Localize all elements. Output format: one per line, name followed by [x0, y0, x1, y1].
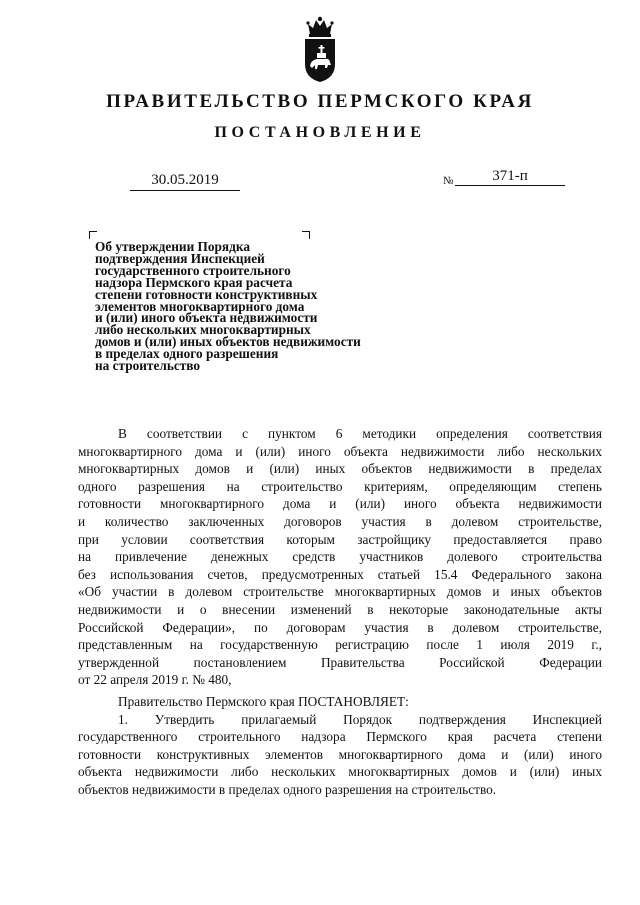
- title-bracket-right: [302, 231, 310, 239]
- perm-krai-coat-of-arms-icon: [298, 14, 342, 84]
- title-line: домов и (или) иных объектов недвижимости: [95, 334, 361, 350]
- title-line: подтверждения Инспекцией: [95, 250, 265, 266]
- body-line: 1. Утвердить прилагаемый Порядок подтверждения Инспекцией: [118, 711, 602, 727]
- body-line: многоквартирного дома и (или) иного объекта недвижимости либо нескольких: [78, 443, 602, 459]
- body-line: «Об участии в долевом строительстве многоквартирных домов и иных объектов: [78, 584, 602, 600]
- body-line: утвержденной постановлением Правительства Российской Федерации: [78, 654, 602, 670]
- body-line: Российской Федерации», по договорам участия в долевом строительстве,: [78, 619, 602, 635]
- body-line: при условии соответствия которым застройщику предоставляется право: [78, 531, 602, 547]
- body-line: представленным на государственную регистрацию после 1 июля 2019 г.,: [78, 637, 602, 653]
- title-line: степени готовности конструктивных: [95, 286, 318, 302]
- body-line: недвижимости и о внесении изменений в некоторые законодательные акты: [78, 601, 602, 617]
- document-date: 30.05.2019: [130, 171, 240, 191]
- title-line: на строительство: [95, 358, 201, 374]
- title-line: надзора Пермского края расчета: [95, 274, 293, 290]
- body-line: без использования счетов, предусмотренных статьей 15.4 Федерального закона: [78, 566, 602, 582]
- title-line: Об утверждении Порядка: [95, 239, 250, 254]
- body-line: одного разрешения на строительство критериям, определяющим степень: [78, 478, 602, 494]
- document-body: [78, 425, 602, 798]
- body-line: готовности многоквартирного дома и (или) иного объекта недвижимости: [78, 496, 602, 512]
- title-line: государственного строительного: [95, 262, 291, 278]
- organization-title: ПРАВИТЕЛЬСТВО ПЕРМСКОГО КРАЯ: [106, 91, 534, 112]
- title-bracket-left: [89, 231, 97, 239]
- number-sign: №: [443, 175, 454, 187]
- body-line: В соответствии с пунктом 6 методики определения соответствия: [118, 426, 602, 441]
- title-line: в пределах одного разрешения: [95, 346, 279, 362]
- title-line: либо нескольких многоквартирных: [95, 322, 311, 338]
- body-line: многоквартирных домов и (или) иных объектов недвижимости в пределах: [78, 461, 602, 477]
- resolve-line: Правительство Пермского края ПОСТАНОВЛЯЕТ:: [118, 693, 409, 709]
- body-line: готовности конструктивных элементов многоквартирного дома и (или) иного: [78, 746, 602, 762]
- document-type: ПОСТАНОВЛЕНИЕ: [214, 124, 426, 141]
- body-line: и количество заключенных договоров участия в долевом строительстве,: [78, 513, 602, 529]
- body-line: государственного строительного надзора Пермского края расчета степени: [78, 729, 602, 745]
- body-line: объекта недвижимости либо нескольких многоквартирных домов и (или) иных: [78, 764, 602, 780]
- body-line: на привлечение денежных средств участников долевого строительства: [78, 549, 602, 565]
- document-title: [95, 241, 425, 372]
- title-line: элементов многоквартирного дома: [95, 298, 305, 314]
- body-line: от 22 апреля 2019 г. № 480,: [78, 672, 232, 688]
- document-number: 371-п: [455, 167, 565, 186]
- title-line: и (или) иного объекта недвижимости: [95, 310, 318, 326]
- body-line: объектов недвижимости в пределах одного разрешения на строительство.: [78, 781, 497, 797]
